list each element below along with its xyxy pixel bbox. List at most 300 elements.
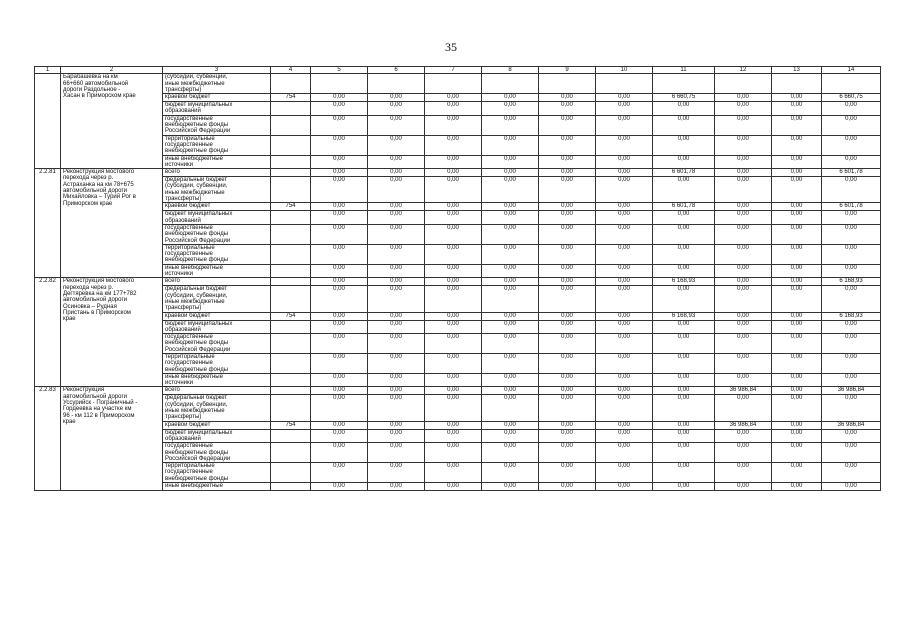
amount-cell: 0,00 [772, 155, 822, 169]
amount-cell: 0,00 [596, 334, 653, 354]
amount-cell: 0,00 [311, 244, 368, 264]
funding-source-line: образований [165, 108, 201, 115]
funding-source [163, 429, 271, 443]
amount-cell: 0,00 [368, 155, 425, 169]
budget-code [271, 278, 311, 286]
amount-cell: 0,00 [368, 312, 425, 320]
item-code: 2.2.81 [35, 169, 61, 278]
column-number-4: 4 [271, 67, 311, 74]
budget-code: 754 [271, 203, 311, 211]
funding-source [163, 102, 271, 116]
amount-cell: 0,00 [368, 320, 425, 334]
amount-cell: 0,00 [368, 203, 425, 211]
funding-source-line: бюджет муниципальных [165, 211, 233, 218]
funding-source-line: территориальные [165, 353, 215, 360]
amount-cell [482, 74, 539, 94]
funding-source [163, 387, 271, 395]
amount-cell: 0,00 [715, 483, 772, 491]
column-number-row [35, 67, 881, 74]
amount-cell: 0,00 [425, 278, 482, 286]
funding-source-line: федеральный бюджет [165, 286, 228, 293]
budget-code [271, 135, 311, 155]
amount-cell: 0,00 [368, 387, 425, 395]
amount-cell: 0,00 [482, 177, 539, 203]
amount-cell: 0,00 [715, 203, 772, 211]
amount-cell: 6 601,78 [653, 203, 715, 211]
amount-cell: 0,00 [653, 395, 715, 421]
amount-cell: 0,00 [772, 203, 822, 211]
amount-cell: 0,00 [482, 115, 539, 135]
budget-code [271, 387, 311, 395]
amount-cell: 0,00 [596, 395, 653, 421]
item-name-line: автомобильной дороги [63, 188, 128, 195]
amount-cell: 0,00 [653, 244, 715, 264]
item-name-line: автомобильной дороги [63, 297, 128, 304]
amount-cell: 0,00 [539, 155, 596, 169]
funding-source-line: внебюджетные фонды [165, 475, 229, 482]
funding-source [163, 115, 271, 135]
budget-code [271, 102, 311, 116]
amount-cell: 0,00 [539, 312, 596, 320]
column-number-10: 10 [596, 67, 653, 74]
funding-source [163, 286, 271, 312]
amount-cell: 0,00 [715, 373, 772, 387]
column-number-1: 1 [35, 67, 61, 74]
amount-cell: 0,00 [596, 94, 653, 102]
amount-cell: 6 168,93 [653, 312, 715, 320]
amount-cell: 0,00 [772, 115, 822, 135]
amount-cell: 0,00 [482, 155, 539, 169]
amount-cell: 0,00 [311, 211, 368, 225]
amount-cell: 0,00 [482, 373, 539, 387]
funding-source-line: источники [165, 271, 194, 278]
amount-cell: 0,00 [596, 244, 653, 264]
funding-source [163, 421, 271, 429]
amount-cell: 0,00 [425, 177, 482, 203]
amount-cell: 0,00 [482, 286, 539, 312]
amount-cell: 0,00 [482, 353, 539, 373]
funding-source-line: государственные [165, 224, 213, 231]
funding-source-line: Российской Федерации [165, 455, 231, 462]
amount-cell: 0,00 [311, 155, 368, 169]
amount-cell: 0,00 [425, 421, 482, 429]
amount-cell: 0,00 [653, 443, 715, 463]
amount-cell: 0,00 [822, 443, 881, 463]
funding-table [34, 66, 881, 491]
funding-source [163, 395, 271, 421]
amount-cell: 0,00 [539, 320, 596, 334]
amount-cell: 0,00 [425, 102, 482, 116]
amount-cell: 0,00 [772, 334, 822, 354]
amount-cell: 0,00 [822, 286, 881, 312]
item-name-line: перехода через р. [63, 175, 114, 182]
funding-source-line: всего [165, 169, 180, 176]
amount-cell: 0,00 [772, 353, 822, 373]
budget-code [271, 443, 311, 463]
amount-cell: 0,00 [772, 429, 822, 443]
column-number-8: 8 [482, 67, 539, 74]
funding-source-line: краевой бюджет [165, 94, 211, 101]
item-name-line: 96 - км 112 в Приморском [63, 412, 135, 419]
amount-cell: 36 986,84 [715, 387, 772, 395]
amount-cell: 0,00 [596, 483, 653, 491]
funding-source-line: образований [165, 326, 201, 333]
funding-source [163, 155, 271, 169]
amount-cell: 0,00 [482, 395, 539, 421]
amount-cell: 6 601,78 [822, 169, 881, 177]
amount-cell: 0,00 [596, 203, 653, 211]
amount-cell: 0,00 [772, 483, 822, 491]
amount-cell: 0,00 [482, 264, 539, 278]
funding-source-line: государственные [165, 334, 213, 341]
item-name-line: Хасан в Приморском крае [63, 93, 136, 100]
table-body [35, 67, 881, 491]
amount-cell: 0,00 [596, 429, 653, 443]
amount-cell: 0,00 [653, 115, 715, 135]
funding-source [163, 334, 271, 354]
amount-cell: 0,00 [539, 395, 596, 421]
amount-cell: 6 660,75 [653, 94, 715, 102]
amount-cell: 0,00 [596, 463, 653, 483]
item-name-line: Дегтяревка на км 177+782 [63, 290, 137, 297]
funding-source [163, 443, 271, 463]
funding-source [163, 264, 271, 278]
amount-cell: 0,00 [368, 278, 425, 286]
funding-source-line: образований [165, 435, 201, 442]
funding-source-line: Российской Федерации [165, 128, 231, 135]
amount-cell: 0,00 [425, 211, 482, 225]
amount-cell: 0,00 [311, 395, 368, 421]
funding-source-line: государственные [165, 141, 213, 148]
amount-cell: 0,00 [822, 244, 881, 264]
budget-code [271, 353, 311, 373]
amount-cell: 0,00 [596, 264, 653, 278]
amount-cell: 0,00 [653, 102, 715, 116]
amount-cell: 0,00 [539, 102, 596, 116]
budget-code [271, 115, 311, 135]
budget-code [271, 395, 311, 421]
amount-cell: 0,00 [715, 312, 772, 320]
amount-cell: 0,00 [311, 353, 368, 373]
amount-cell: 0,00 [596, 373, 653, 387]
funding-source-line: краевой бюджет [165, 421, 211, 428]
funding-source-line: государственные [165, 115, 213, 122]
funding-source-line: иные внебюджетные [165, 483, 223, 490]
amount-cell: 0,00 [482, 312, 539, 320]
amount-cell: 0,00 [653, 334, 715, 354]
amount-cell: 0,00 [368, 373, 425, 387]
column-number-13: 13 [772, 67, 822, 74]
amount-cell: 0,00 [539, 373, 596, 387]
amount-cell: 0,00 [311, 102, 368, 116]
funding-source-line: территориальные [165, 463, 215, 470]
amount-cell: 0,00 [596, 224, 653, 244]
amount-cell: 0,00 [311, 94, 368, 102]
amount-cell: 0,00 [822, 177, 881, 203]
funding-source-line: источники [165, 380, 194, 387]
amount-cell: 0,00 [653, 224, 715, 244]
budget-code [271, 169, 311, 177]
amount-cell: 0,00 [715, 395, 772, 421]
amount-cell: 0,00 [368, 483, 425, 491]
amount-cell: 0,00 [482, 278, 539, 286]
amount-cell: 0,00 [822, 102, 881, 116]
amount-cell: 0,00 [368, 421, 425, 429]
amount-cell: 0,00 [482, 334, 539, 354]
budget-code [271, 483, 311, 491]
amount-cell: 6 168,93 [822, 312, 881, 320]
funding-source-line: трансферты) [165, 414, 202, 421]
table-row [35, 74, 881, 94]
item-name-line: Гордеевка на участке км [63, 406, 132, 413]
amount-cell: 0,00 [425, 429, 482, 443]
amount-cell: 0,00 [539, 353, 596, 373]
amount-cell: 0,00 [368, 244, 425, 264]
amount-cell: 0,00 [715, 102, 772, 116]
amount-cell: 0,00 [425, 320, 482, 334]
funding-source [163, 320, 271, 334]
amount-cell: 0,00 [311, 443, 368, 463]
amount-cell: 0,00 [539, 177, 596, 203]
column-number-11: 11 [653, 67, 715, 74]
column-number-14: 14 [822, 67, 881, 74]
amount-cell: 0,00 [772, 443, 822, 463]
item-name [61, 278, 163, 387]
amount-cell: 0,00 [368, 224, 425, 244]
amount-cell: 0,00 [482, 443, 539, 463]
budget-code [271, 334, 311, 354]
budget-code [271, 155, 311, 169]
funding-source-line: бюджет муниципальных [165, 320, 233, 327]
amount-cell: 0,00 [482, 387, 539, 395]
amount-cell [425, 74, 482, 94]
amount-cell: 0,00 [368, 115, 425, 135]
amount-cell: 0,00 [596, 443, 653, 463]
item-name-line: Астраханка на км 78+675 [63, 181, 134, 188]
amount-cell: 0,00 [596, 135, 653, 155]
item-name-line: автомобильной дороги [63, 393, 128, 400]
amount-cell: 0,00 [715, 115, 772, 135]
item-code [35, 74, 61, 169]
funding-source [163, 203, 271, 211]
amount-cell: 0,00 [482, 169, 539, 177]
funding-source-line: федеральный бюджет [165, 395, 228, 402]
funding-source-line: трансферты) [165, 86, 202, 93]
amount-cell: 0,00 [368, 264, 425, 278]
amount-cell: 0,00 [715, 155, 772, 169]
amount-cell: 0,00 [772, 373, 822, 387]
item-name-line: дороги Раздольное - [63, 86, 121, 93]
item-name-line: Реконструкция мостового [63, 278, 135, 285]
amount-cell: 0,00 [822, 155, 881, 169]
amount-cell: 0,00 [425, 353, 482, 373]
amount-cell: 0,00 [539, 421, 596, 429]
amount-cell: 0,00 [772, 94, 822, 102]
funding-source-line: (субсидии, субвенции, [165, 292, 228, 299]
budget-code: 754 [271, 94, 311, 102]
funding-source-line: краевой бюджет [165, 312, 211, 319]
amount-cell: 0,00 [425, 224, 482, 244]
item-name-line: Приморском крае [63, 200, 113, 207]
funding-source-line: иные внебюджетные [165, 264, 223, 271]
amount-cell: 0,00 [653, 373, 715, 387]
amount-cell: 0,00 [539, 387, 596, 395]
amount-cell: 36 986,84 [822, 387, 881, 395]
amount-cell: 0,00 [311, 373, 368, 387]
amount-cell: 0,00 [772, 224, 822, 244]
amount-cell: 0,00 [482, 203, 539, 211]
amount-cell: 0,00 [772, 264, 822, 278]
amount-cell: 0,00 [596, 320, 653, 334]
funding-source-line: внебюджетные фонды [165, 340, 229, 347]
amount-cell: 0,00 [482, 224, 539, 244]
amount-cell: 0,00 [715, 278, 772, 286]
item-name-line: Реконструкция мостового [63, 169, 135, 176]
budget-code [271, 429, 311, 443]
funding-source [163, 244, 271, 264]
amount-cell: 0,00 [482, 244, 539, 264]
amount-cell: 0,00 [482, 463, 539, 483]
table-row [35, 387, 881, 395]
amount-cell: 0,00 [772, 286, 822, 312]
amount-cell [596, 74, 653, 94]
amount-cell: 0,00 [482, 94, 539, 102]
amount-cell: 0,00 [653, 483, 715, 491]
amount-cell: 0,00 [539, 115, 596, 135]
amount-cell: 0,00 [482, 421, 539, 429]
amount-cell: 0,00 [715, 224, 772, 244]
funding-source-line: трансферты) [165, 305, 202, 312]
item-code: 2.2.83 [35, 387, 61, 491]
amount-cell: 0,00 [715, 353, 772, 373]
funding-source-line: федеральный бюджет [165, 177, 228, 184]
amount-cell [368, 74, 425, 94]
funding-source-line: бюджет муниципальных [165, 429, 233, 436]
amount-cell: 0,00 [311, 115, 368, 135]
amount-cell: 0,00 [653, 421, 715, 429]
amount-cell: 0,00 [311, 312, 368, 320]
amount-cell: 0,00 [368, 94, 425, 102]
amount-cell: 0,00 [425, 155, 482, 169]
budget-code [271, 373, 311, 387]
amount-cell: 0,00 [772, 211, 822, 225]
amount-cell: 0,00 [311, 463, 368, 483]
amount-cell: 0,00 [368, 102, 425, 116]
amount-cell: 0,00 [596, 353, 653, 373]
amount-cell: 0,00 [311, 278, 368, 286]
amount-cell: 0,00 [368, 429, 425, 443]
amount-cell: 0,00 [368, 334, 425, 354]
amount-cell: 0,00 [715, 211, 772, 225]
budget-code [271, 74, 311, 94]
amount-cell: 0,00 [596, 169, 653, 177]
amount-cell: 0,00 [653, 320, 715, 334]
amount-cell: 0,00 [822, 135, 881, 155]
amount-cell: 0,00 [311, 429, 368, 443]
amount-cell: 0,00 [311, 135, 368, 155]
amount-cell: 0,00 [311, 203, 368, 211]
amount-cell: 0,00 [539, 286, 596, 312]
funding-source-line: государственные [165, 251, 213, 258]
amount-cell: 0,00 [772, 387, 822, 395]
amount-cell: 0,00 [311, 334, 368, 354]
amount-cell: 0,00 [653, 353, 715, 373]
table-row [35, 169, 881, 177]
column-number-6: 6 [368, 67, 425, 74]
amount-cell: 36 986,84 [822, 421, 881, 429]
amount-cell: 0,00 [425, 483, 482, 491]
item-name-line: крае [63, 418, 76, 425]
amount-cell: 0,00 [772, 177, 822, 203]
funding-source [163, 353, 271, 373]
amount-cell: 0,00 [653, 429, 715, 443]
amount-cell: 0,00 [539, 203, 596, 211]
funding-source-line: внебюджетные фонды [165, 148, 229, 155]
amount-cell: 0,00 [368, 169, 425, 177]
amount-cell: 0,00 [822, 483, 881, 491]
amount-cell: 0,00 [311, 483, 368, 491]
amount-cell: 0,00 [482, 483, 539, 491]
amount-cell: 0,00 [368, 211, 425, 225]
amount-cell: 0,00 [715, 264, 772, 278]
budget-code [271, 177, 311, 203]
funding-source-line: (субсидии, субвенции, [165, 183, 228, 190]
funding-source-line: Российской Федерации [165, 346, 231, 353]
amount-cell: 0,00 [368, 395, 425, 421]
funding-source [163, 278, 271, 286]
amount-cell: 0,00 [311, 264, 368, 278]
amount-cell: 0,00 [772, 244, 822, 264]
funding-source-line: внебюджетные фонды [165, 257, 229, 264]
amount-cell [822, 74, 881, 94]
amount-cell: 0,00 [653, 264, 715, 278]
amount-cell: 6 168,93 [653, 278, 715, 286]
amount-cell: 0,00 [425, 373, 482, 387]
budget-code: 754 [271, 421, 311, 429]
amount-cell: 0,00 [715, 169, 772, 177]
amount-cell: 0,00 [311, 177, 368, 203]
funding-source-line: внебюджетные фонды [165, 231, 229, 238]
amount-cell: 0,00 [425, 264, 482, 278]
item-name-line: Михайловка – Турий Рог в [63, 194, 136, 201]
funding-source-line: иные межбюджетные [165, 298, 225, 305]
amount-cell: 0,00 [596, 312, 653, 320]
amount-cell: 0,00 [311, 387, 368, 395]
funding-source [163, 169, 271, 177]
funding-source-line: иные межбюджетные [165, 189, 225, 196]
amount-cell: 0,00 [539, 278, 596, 286]
funding-source-line: государственные [165, 443, 213, 450]
amount-cell: 0,00 [539, 334, 596, 354]
item-name-line: Пристань в Приморском [63, 309, 131, 316]
amount-cell: 0,00 [822, 429, 881, 443]
item-name [61, 74, 163, 169]
funding-source-line: всего [165, 278, 180, 285]
amount-cell: 0,00 [822, 463, 881, 483]
item-name [61, 387, 163, 491]
amount-cell: 0,00 [482, 102, 539, 116]
amount-cell: 0,00 [715, 94, 772, 102]
amount-cell: 0,00 [653, 155, 715, 169]
amount-cell: 0,00 [539, 224, 596, 244]
amount-cell: 0,00 [425, 312, 482, 320]
amount-cell: 0,00 [772, 135, 822, 155]
amount-cell: 0,00 [653, 286, 715, 312]
amount-cell: 0,00 [822, 334, 881, 354]
amount-cell: 0,00 [772, 278, 822, 286]
amount-cell: 0,00 [425, 443, 482, 463]
amount-cell: 0,00 [425, 94, 482, 102]
